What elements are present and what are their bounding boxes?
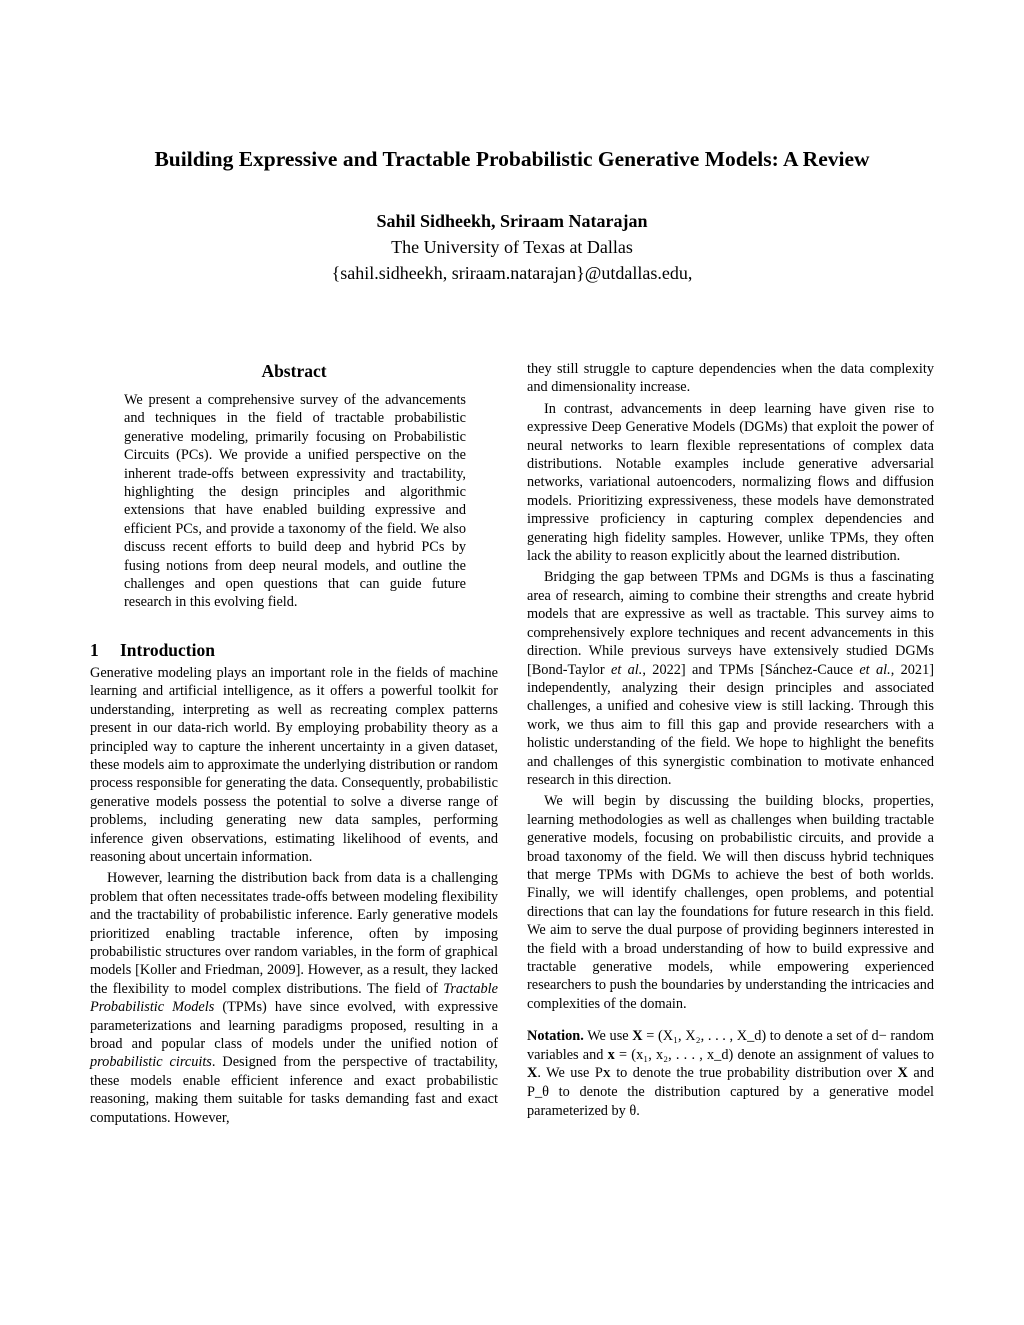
left-column [90,358,498,1127]
abstract-text: We present a comprehensive survey of the advancements and techniques in the field of tractable probabilistic generative modeling, primarily focusing on Probabilistic Circuits (PCs). We provide a unified perspective on the inherent trade-offs between expressivity and tractability, highlighting the design principles and algorithmic extensions that have enabled building expressive and efficient PCs, and provide a taxonomy of the field. We also discuss recent efforts to build deep and hybrid PCs by fusing notions from deep neural models, and outline the challenges and open questions that can guide future research in this evolving field. [124,392,466,611]
intro-paragraph-2-continued: they still struggle to capture dependencies when the data complexity and dimensionality increase. [527,361,934,396]
intro-paragraph-4: Bridging the gap between TPMs and DGMs is thus a fascinating area of research, aiming to combine their strengths and create hybrid models that are expressive as well as tractable. This survey aims to comprehensively explore techniques and recent advancements in this direction. While previous surveys have extensively studied DGMs [Bond-Taylor et al., 2022] and TPMs [Sánchez-Cauce et al., 2021] independently, analyzing their design principles and associated challenges, a unified and cohesive view is still lacking. Through this work, we thus aim to fill this gap and provide researchers with a holistic understanding of the field. We hope to highlight the benefits and challenges of this synergistic combination to motivate enhanced research in this direction. [527,569,934,788]
section-number: 1 [90,639,99,660]
section-heading-introduction [90,638,498,662]
author-1: Sahil Sidheekh [376,211,492,231]
author-2: Sriraam Natarajan [500,211,648,231]
affiliation: The University of Texas at Dallas [391,237,633,257]
intro-paragraph-1: Generative modeling plays an important role in the fields of machine learning and artificial intelligence, as it offers a powerful toolkit for understanding, interpreting as well as recreating complex patterns present in our data-rich world. By employing probability theory as a principled way to capture the inherent uncertainty in a given dataset, these models aim to approximate the underlying distribution or random process responsible for generating the data. Consequently, probabilistic generative models possess the potential to solve a diverse range of problems, including generating new data samples, performing inference given observations, estimating likelihood of events, and reasoning about uncertain information. [90,664,498,865]
intro-paragraph-5: We will begin by discussing the building blocks, properties, learning methodologies as well as challenges when building tractable generative models, focusing on probabilistic circuits, and provide a broad taxonomy of the field. We will then discuss hybrid techniques that merge TPMs with DGMs to achieve the best of both worlds. Finally, we will identify challenges, open problems, and potential directions that can lay the foundations for future research in this field. We aim to serve the dual purpose of providing beginners interested in the field with a broad understanding of how to build expressive and tractable generative models, while empowering experienced researchers to push the boundaries by understanding the intricacies and complexities of the domain. [527,793,934,1012]
notation-paragraph: Notation. We use X = (X₁, X₂, . . . , X_d) to denote a set of d− random variables and x = (x₁, x₂, . . . , x_d) denote an assignment of values to X. We use PX to denote the true probability distribution over X and P_θ to denote the distribution captured by a generative model parameterized by θ. [527,1028,935,1119]
intro-paragraph-2: However, learning the distribution back from data is a challenging problem that often necessitates trade-offs between modeling flexibility and the tractability of probabilistic inference. Early generative models prioritized enabling tractable inference, often by imposing probabilistic structures over random variables, in the form of graphical models [Koller and Friedman, 2009]. However, as a result, they lacked the flexibility to model complex distributions. The field of Tractable Probabilistic Models (TPMs) have since evolved, with expressive parameterizations and learning paradigms proposed, resulting in a broad and popular class of models under the unified notion of probabilistic circuits. Designed from the perspective of tractability, these models enable efficient inference and exact probabilistic reasoning, making them suitable for tasks demanding fast and exact computations. However, [90,870,498,1126]
paper-title: Building Expressive and Tractable Probabilistic Generative Models: A Review [154,147,870,171]
author-email: {sahil.sidheekh, sriraam.natarajan}@utdallas.edu, [331,263,693,283]
abstract-heading: Abstract [261,361,327,381]
intro-paragraph-3: In contrast, advancements in deep learning have given rise to expressive Deep Generative Models (DGMs) that exploit the power of neural networks to learn flexible representations of complex data distributions. Notable examples include generative adversarial networks, variational autoencoders, normalizing flows and diffusion models. Prioritizing expressiveness, these models have demonstrated impressive proficiency in capturing complex dependencies and generating high fidelity samples. However, unlike TPMs, they often lack the ability to reason explicitly about the learned distribution. [527,400,934,565]
author-block [0,208,1024,286]
right-column [527,360,934,1120]
notation-label: Notation. [527,1028,584,1045]
author-separator: , [491,211,496,231]
section-title: Introduction [120,639,215,660]
